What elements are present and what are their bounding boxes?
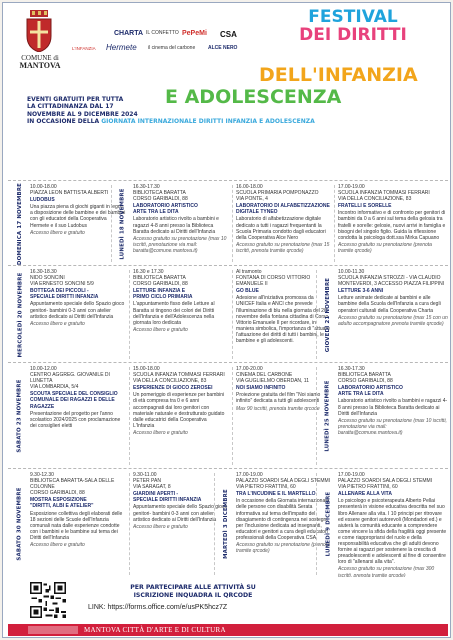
day-label-text: LUNEDÌ 9 DICEMBRE: [325, 491, 331, 557]
event-note: Accesso gratuito su prenotazione (max 15 con un adulto accompagnatore prenota tramite qrcode): [338, 314, 448, 327]
event-place: PIAZZA LEON BATTISTA ALBERTI: [30, 190, 109, 197]
day-label-text: LUNEDÌ 18 NOVEMBRE: [120, 187, 127, 260]
intro-highlight: GIORNATA INTERNAZIONALE DIRITTI INFANZIA E ADOLESCENZA: [101, 118, 315, 126]
event-time: 10.00-11.30: [338, 269, 365, 275]
bottom-bar: [8, 624, 448, 636]
event-time: 16.30-17.30: [338, 366, 365, 372]
event-place: SCUOLA INFANZIA TOMMASI FERRARI VIA DELLA CONCILIAZIONE, 83: [133, 372, 225, 385]
partner-logo: CHARTA: [114, 30, 144, 37]
event-time: 16.00-18.00: [236, 184, 263, 190]
footer: [8, 578, 448, 622]
day-label: [216, 471, 236, 577]
title-line: DELL'INFANZIA: [259, 64, 418, 86]
intro-text: [27, 96, 447, 126]
event-card: [133, 269, 229, 361]
intro-line: IN OCCASIONE DELLA: [27, 118, 102, 126]
qrcode-icon[interactable]: [30, 582, 66, 618]
event-place: CINEMA DEL CARBONE VIA GUGLIELMO OBERDAN, 11: [236, 372, 309, 385]
column-separator: [316, 367, 317, 465]
event-time: 17.00-20.00: [236, 366, 263, 372]
intro-line: EVENTI GRATUITI PER TUTTA: [27, 96, 124, 103]
column-separator: [129, 473, 130, 575]
event-note: Accesso libero e gratuito: [133, 523, 188, 530]
event-description: Esposizione collettiva degli elaborati delle 18 sezioni delle Scuole dell'Infanzia comunali nata dalle esperienze condotte con i bambini e le bambine sul tema dei Diritti dell'Infanzia: [30, 510, 123, 541]
event-description: Un pomeriggio di esperienze per bambini di età compresa tra 0 e 6 anni accompagnati dai loro genitori con materiale naturale e destrutturato guidato dalle educatrici della Cooperativa L'Infanzia: [133, 392, 225, 429]
event-description: Presentazione del progetto per l'anno scolastico 2024/2025 con proclamazione dei consiglieri eletti: [30, 410, 121, 429]
event-title: ALLENARE ALLA VITA: [338, 491, 392, 498]
day-label-text: DOMENICA 17 NOVEMBRE: [17, 182, 23, 265]
partner-logos: [72, 10, 250, 60]
event-description: Proiezione gratuita del film "Noi siamo infinito" dedicata a tutti gli adolescenti: [236, 392, 321, 405]
event-note: Accesso gratuito su prenotazione (prenota tramite qrcode): [338, 241, 432, 254]
event-note: Accesso libero e gratuito: [133, 326, 188, 333]
event-description: L'appuntamento fisso delle Letture al Baratta si tingono dei colori dei Diritti dell'Infanzia e dell'Adolescenza nella giornata loro dedicata: [133, 301, 215, 326]
event-time: 10.00-18.00: [30, 184, 57, 190]
event-place: CENTRO AGGREG. GIOVANILE DI LUNETTA VIA LOMBARDIA, 5/4: [30, 372, 110, 391]
comune-logo: [14, 54, 66, 70]
event-title: LUDOBUS: [30, 197, 55, 204]
event-title: TRA L'INCUDINE E IL MARTELLO: [236, 491, 316, 498]
event-description: Lo psicologo e psicoterapeuta Alberto Pellai presenterà in visione educativa descritta nel suo libro Allenare alla vita. I 10 principi per ritrovare ed essere genitori autorevoli (Mondadori ed.) e aiuterà la comunità educante a comprendere come vincere la sfida della fragilità oggi presente e come riappropriarsi del ruolo e della responsabilità educativa che gli adulti devono fornire ai ragazzi per sostenere la crescita di preadolescenti e adolescenti al fine di consentire loro di "allenarsi alla vita".: [338, 498, 447, 566]
bottom-bar-text: MANTOVA CITTÀ D'ARTE E DI CULTURA: [84, 626, 226, 634]
event-note: Accesso gratuito su prenotazione (max 15 iscritti, prenota tramite qrcode): [236, 241, 330, 254]
event-description: Adesione all'iniziativa promossa da UNICEF Italia e ANCI che prevede l'illuminazione di blu nella giornata del 20 novembre della fontana cittadina di Corso Vittorio Emanuele II per ricordare, in maniera simbolica, l'importanza di "attuare l'attuazione dei diritti di tutti i bambini, le bambine e gli adolescenti.: [236, 295, 330, 345]
partner-logo: CSA: [220, 30, 237, 39]
city-skyline-icon: [28, 626, 78, 634]
day-label: [10, 268, 30, 361]
event-description: Incontro informativo e di confronto per genitori di bambini da 0 a 6 anni sul tema della gelosia tra fratelli e sorelle: gelosie, nuovi arrivi in famiglia e bisogni del singolo figlio. Guida la riflessione condotta la psicologa dott.ssa Mirka Capuano: [338, 210, 446, 241]
event-description: Laboratorio artistico rivolto a bambini e ragazzi 4-8 anni presso la Biblioteca Baratta dedicato ai Diritti dell'Infanzia: [338, 398, 448, 417]
event-card: [338, 269, 448, 361]
title-line: FESTIVAL: [308, 7, 398, 27]
event-time: 9.30-12.30: [30, 472, 54, 478]
event-description: Una piazza piena di giochi giganti in legno a disposizione delle bambine e dei bambini con gli educatori della Cooperativa Hermete e il suo Ludobus: [30, 204, 126, 229]
event-place: SCUOLA INFANZIA TOMMASI FERRARI VIA DELLA CONCILIAZIONE, 83: [338, 190, 430, 203]
column-separator: [111, 185, 112, 262]
event-row: [8, 468, 448, 578]
cta-text: [88, 584, 298, 600]
day-label: [10, 471, 30, 577]
event-note: Accesso gratuito su prenotazione (max 10 iscritti, prenotazione via mail: baratta@comune.mantova.it): [338, 417, 447, 436]
event-note: Accesso gratuito su prenotazione (max 300 iscritti, prenota tramite qrcode): [338, 566, 435, 577]
event-description: Letture animate dedicate ai bambini e alle bambine della Scuola dell'Infanzia a cura degli operatori culturali della Cooperativa Charta: [338, 295, 441, 314]
event-card: [338, 366, 448, 467]
column-separator: [232, 367, 233, 465]
event-place: BIBLIOTECA BARATTA CORSO GARIBALDI, 88: [133, 275, 188, 288]
event-place: BIBLIOTECA BARATTA CORSO GARIBALDI, 88: [133, 190, 188, 203]
day-label-text: MERCOLEDÌ 20 NOVEMBRE: [17, 272, 23, 357]
event-note: Max 90 iscritti, prenota tramite qrcode: [236, 405, 320, 412]
event-title: MOSTRA ESPOSIZIONE "DIRITTI, ALBI E ATELIER": [30, 497, 94, 510]
event-place: NIDO SONCINI VIA ERNESTO SONCINI 5/9: [30, 275, 94, 288]
event-row: [8, 362, 448, 468]
cta-line: PER PARTECIPARE ALLE ATTIVITÀ SU: [130, 584, 256, 591]
day-label: [10, 183, 30, 264]
column-separator: [232, 185, 233, 262]
event-card: [30, 269, 126, 361]
event-time: 16.30-18.30: [30, 269, 57, 275]
event-place: SCUOLA PRIMARIA POMPONAZZO VIA PONTE, 4: [236, 190, 319, 203]
event-title: FRATELLI E SORELLE: [338, 203, 392, 210]
event-time: 9.30-11.00: [133, 472, 157, 478]
mantova-crest-icon: [24, 10, 54, 52]
event-row: [8, 265, 448, 362]
event-title: LABORATORIO ARTISTICO ARTE TRA LE DITA: [133, 203, 198, 216]
title-line: E ADOLESCENZA: [165, 86, 342, 108]
partner-logo: il cinema del carbone: [148, 45, 196, 51]
day-label-text: SABATO 30 NOVEMBRE: [17, 487, 24, 561]
event-card: [133, 366, 229, 467]
event-title: GIARDINI APERTI - SPECIALE DIRITTI INFANZIA: [133, 491, 202, 504]
day-label: [113, 183, 133, 264]
event-place: FONTANA DI CORSO VITTORIO EMANUELE II: [236, 275, 311, 288]
event-note: Accesso libero e gratuito: [30, 320, 85, 327]
day-label: [318, 268, 338, 361]
event-title: LETTURE INFANZIA E PRIMO CICLO PRIMARIA: [133, 288, 193, 301]
event-time: 15.00-18.00: [133, 366, 160, 372]
event-place: BIBLIOTECA BARATTA CORSO GARIBALDI, 88: [338, 372, 393, 385]
event-note: Accesso libero e gratuito: [133, 429, 188, 436]
event-card: [30, 366, 126, 467]
event-time: Al tramonto: [236, 269, 262, 275]
event-note: Accesso gratuito su prenotazione (max 10 iscritti, prenotazione via mail: baratta@comune.mantova.it): [133, 235, 227, 254]
event-time: 16.30 e 17.30: [133, 269, 164, 275]
event-place: PETER PAN VIA SARAGAT, 8: [133, 478, 171, 491]
event-time: 17.00-19.00: [236, 472, 263, 478]
event-title: SCOUTA SPECIALE DEL CONSIGLIO COMUNALE DEI RAGAZZI E DELLE RAGAZZE: [30, 391, 118, 410]
partner-logo: ALCE NERO: [208, 45, 238, 51]
event-title: BOTTEGA DEI PICCOLI - SPECIALE DIRITTI INFANZIA: [30, 288, 99, 301]
event-time: 17.00-19.00: [338, 472, 365, 478]
event-time: 17.00-19.00: [338, 184, 365, 190]
event-card: [133, 184, 229, 264]
event-description: Appuntamento speciale dello Spazio gioco genitori- bambini 0-3 anni con atelier artistico dedicato ai Diritti dell'Infanzia: [133, 504, 228, 523]
event-place: BIBLIOTECA BARATTA-SALA DELLE COLONNE CORSO GARIBALDI, 88: [30, 478, 115, 497]
partner-logo: L'INFANZIA: [72, 46, 96, 51]
event-title: LABORATORIO ARTISTICO ARTE TRA LE DITA: [338, 385, 403, 398]
event-time: 16.30-17.30: [133, 184, 160, 190]
event-title: GO BLUE: [236, 288, 259, 295]
column-separator: [316, 473, 317, 575]
event-place: PALAZZO SOARDI SALA DEGLI STEMMI VIA PIETRO FRATTINI, 60: [338, 478, 433, 491]
event-note: Accesso libero e gratuito: [30, 229, 85, 236]
event-title: LETTURE 3-6 ANNI: [338, 288, 384, 295]
event-description: Appuntamento speciale dello Spazio gioco genitori- bambini 0-3 anni con atelier artistico dedicato ai Diritti dell'Infanzia: [30, 301, 125, 320]
day-label: [10, 365, 30, 467]
column-separator: [129, 367, 130, 465]
column-separator: [214, 473, 215, 575]
event-card: [236, 184, 332, 264]
intro-line: LA CITTADINANZA DAL 17: [27, 103, 114, 111]
event-title: NOI SIAMO INFINITO: [236, 385, 286, 392]
event-description: Laboratorio di alfabetizzazione digitale dedicato a tutti i ragazzi frequentanti la Scuola Primaria condotto dagli educatori della Cooperativa Alce Nero: [236, 216, 326, 241]
cta-line: ISCRIZIONE INQUADRA IL QRCODE: [133, 592, 253, 599]
day-label-text: GIOVEDÌ 21 NOVEMBRE: [325, 277, 331, 352]
event-description: In occasione della Giornata internazionale delle persone con disabilità Serata informativa sul tema dell'impatto del disagiamento di contingenza nei sostegni per l'inclusione dedicata ad insegnanti, educatori e genitori a cura degli educatori professionali della Cooperativa CSA: [236, 498, 330, 541]
event-place: SCUOLA INFANZIA STROZZI - VIA CLAUDIO MONTEVERDI, 3 ACCESSO PIAZZA FILIPPINI: [338, 275, 445, 288]
event-title: ESPERIENZE DI GIOCO ZEROSEI: [133, 385, 213, 392]
city-label: MANTOVA: [19, 61, 61, 70]
day-label-text: MARTEDÌ 3 DICEMBRE: [223, 489, 230, 559]
event-title: LABORATORIO DI ALFABETIZZAZIONE DIGITALE TYNEO: [236, 203, 330, 216]
event-time: 10.00-12.00: [30, 366, 57, 372]
column-separator: [316, 270, 317, 359]
event-row: [8, 180, 448, 265]
event-place: PALAZZO SOARDI SALA DEGLI STEMMI VIA PIETRO FRATTINI, 60: [236, 478, 331, 491]
title-line: DEI DIRITTI: [299, 25, 407, 45]
day-label: [318, 471, 338, 577]
event-card: [338, 184, 448, 264]
day-label-text: LUNEDÌ 25 NOVEMBRE: [325, 380, 332, 452]
day-label-text: SABATO 23 NOVEMBRE: [17, 379, 24, 453]
column-separator: [334, 185, 335, 262]
intro-line: NOVEMBRE AL 9 DICEMBRE 2024: [27, 110, 138, 118]
column-separator: [232, 270, 233, 359]
registration-link[interactable]: LINK: https://forms.office.com/e/usPK5hcz7Z: [88, 604, 228, 611]
event-card: [30, 472, 126, 577]
festival-title: [258, 8, 448, 44]
event-note: Accesso gratuito su prenotazione (prenota tramite qrcode): [236, 542, 330, 555]
event-card: [338, 472, 448, 577]
event-description: Laboratorio artistico rivolto a bambini e ragazzi 4-8 anni presso la Biblioteca Baratta dedicato ai Diritti dell'Infanzia: [133, 216, 219, 235]
event-note: Accesso libero e gratuito: [30, 542, 85, 549]
day-label: [318, 365, 338, 467]
column-separator: [129, 270, 130, 359]
partner-logo: PePeMi: [182, 30, 207, 37]
comune-label: COMUNE di: [21, 54, 59, 62]
partner-logo: Hermete: [106, 43, 137, 52]
partner-logo: IL CONFETTO: [146, 30, 179, 36]
